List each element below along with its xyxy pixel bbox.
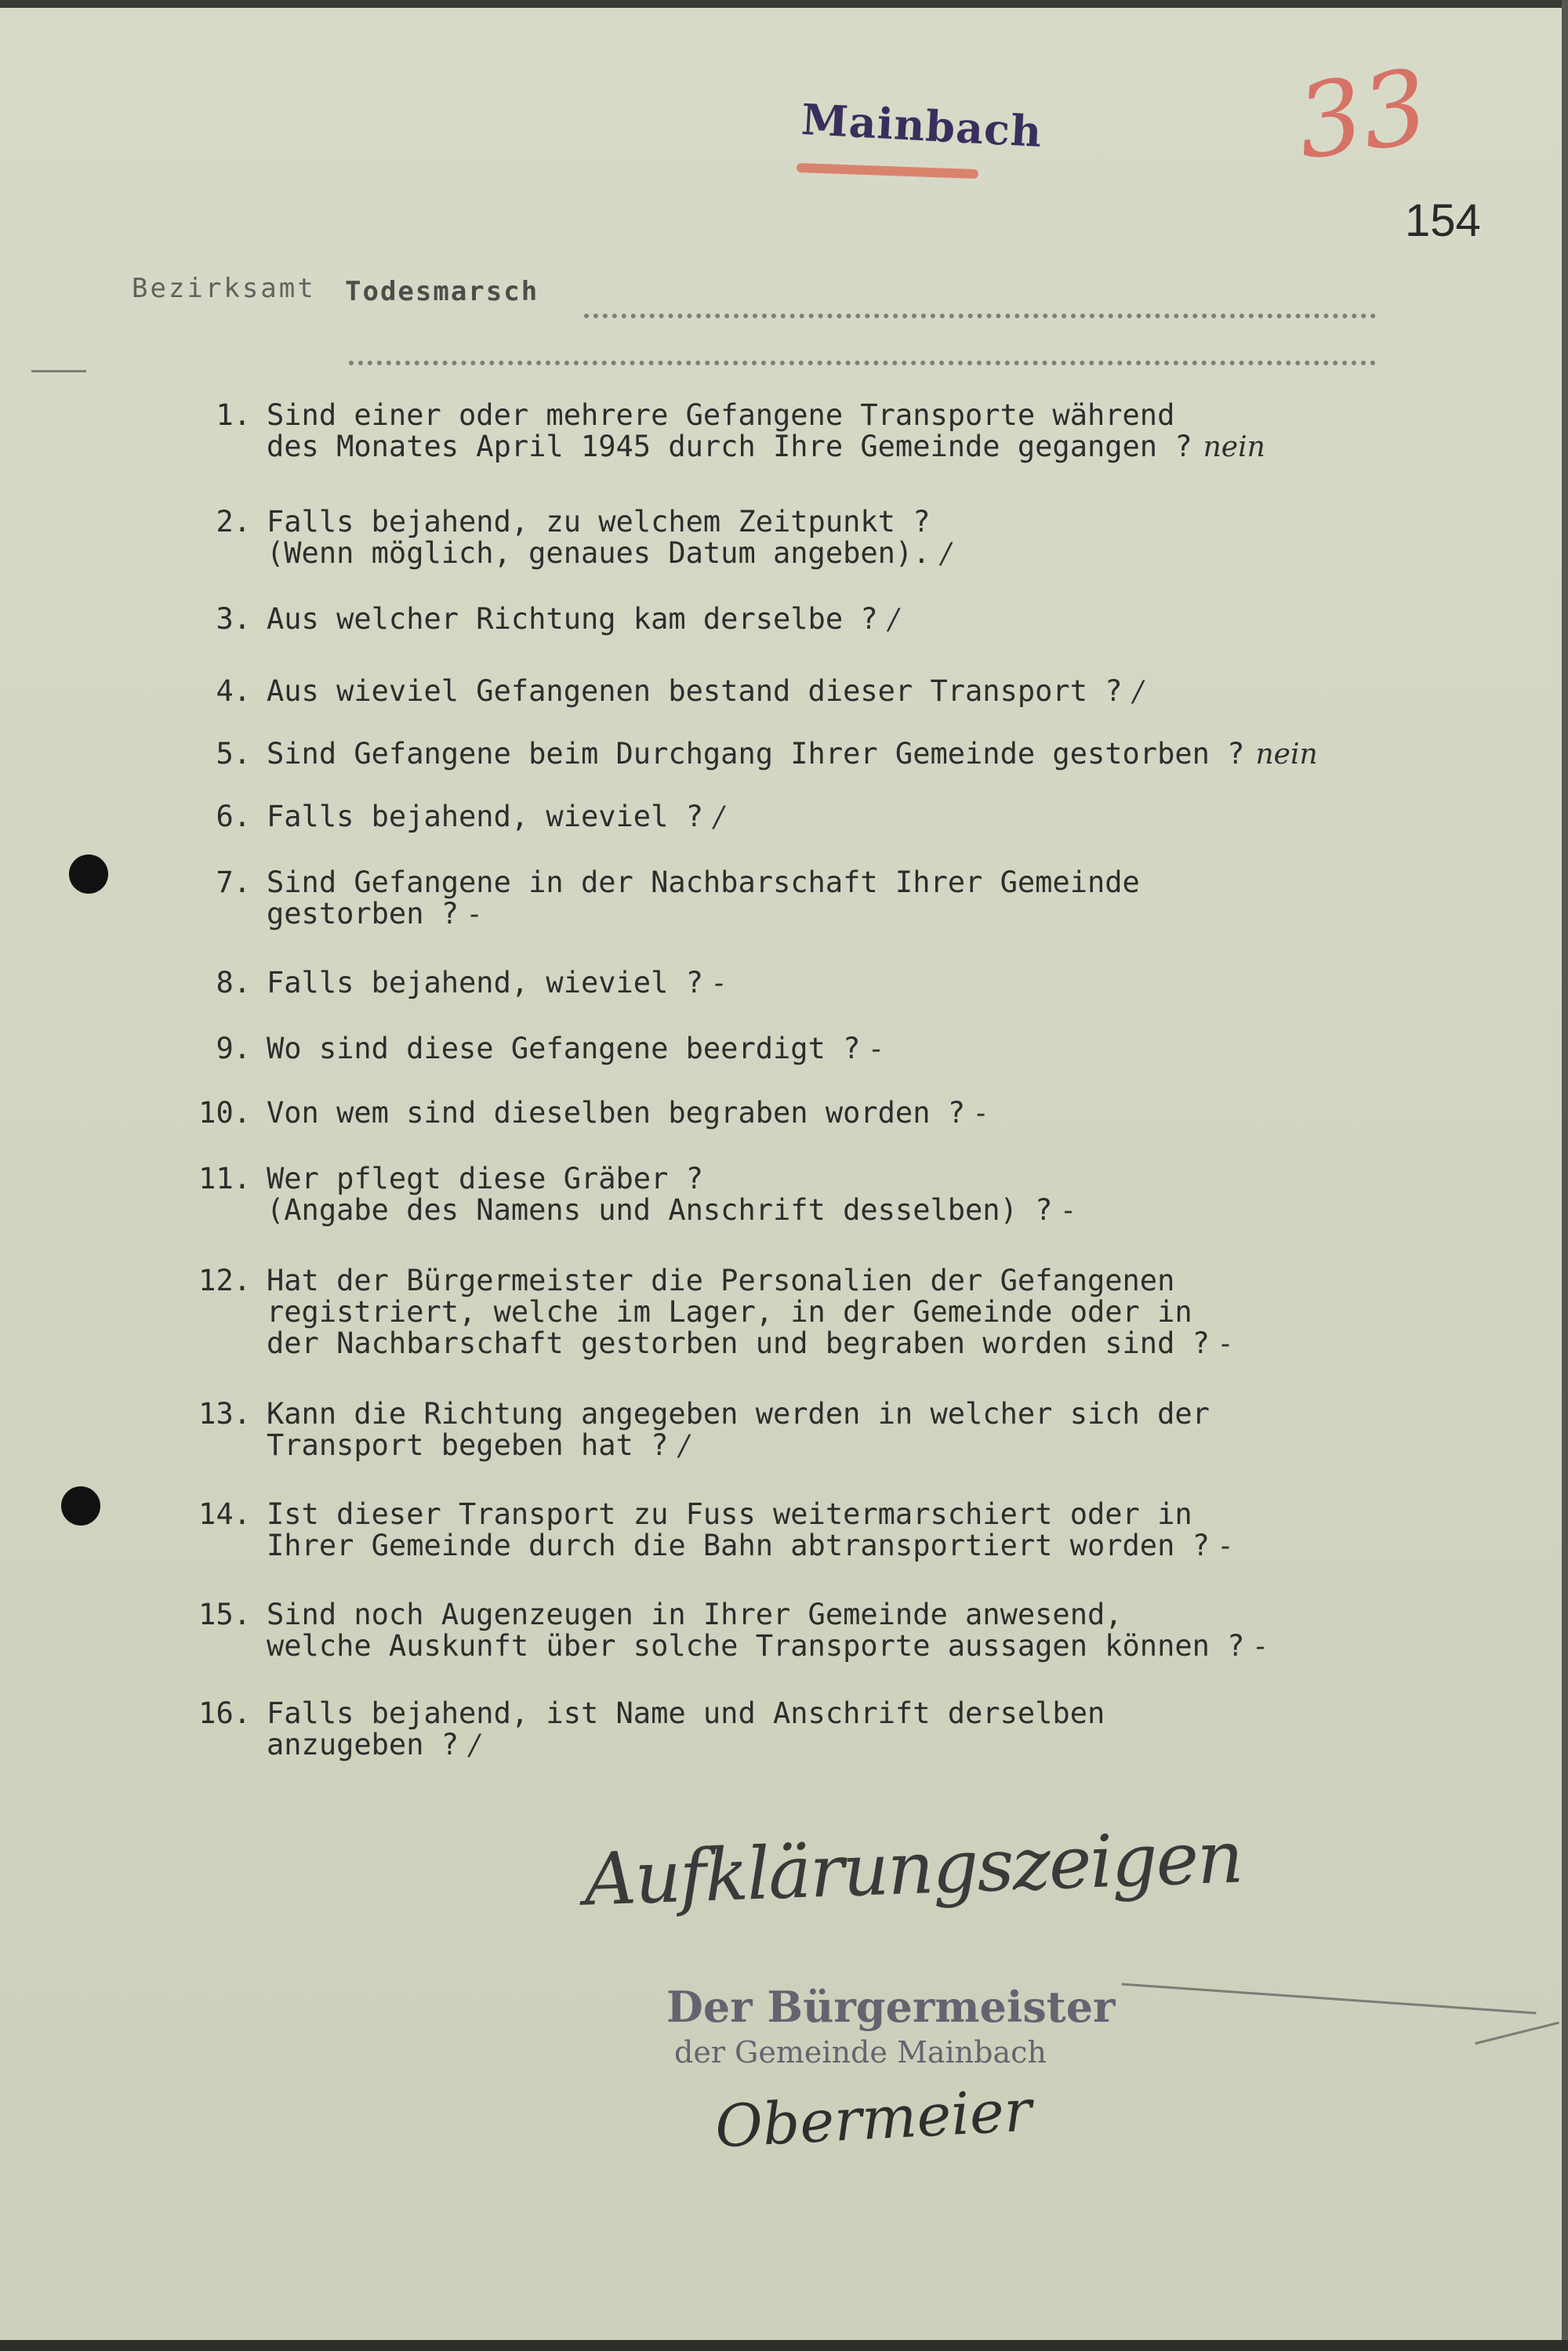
handwritten-answer: /	[679, 1430, 689, 1462]
mayor-stamp-subtitle: der Gemeinde Mainbach	[674, 2035, 1047, 2070]
handwritten-answer: -	[1063, 1195, 1073, 1227]
question-line: welche Auskunft über solche Transporte aussagen können ?	[267, 1629, 1245, 1663]
scan-edge-right	[1562, 0, 1568, 2351]
mayor-stamp-title: Der Bürgermeister	[666, 1982, 1116, 2032]
question-line: Falls bejahend, wieviel ?	[267, 966, 703, 1000]
margin-mark	[1122, 1983, 1537, 2015]
handwritten-answer: -	[976, 1097, 986, 1130]
question-line: des Monates April 1945 durch Ihre Gemeinde gegangen ?	[267, 430, 1192, 463]
handwritten-answer: nein	[1255, 738, 1318, 771]
question-number: 10.	[198, 1096, 251, 1130]
handwritten-answer: -	[871, 1033, 881, 1065]
place-stamp: Mainbach	[800, 93, 1044, 158]
question-line: Sind Gefangene in der Nachbarschaft Ihrer Gemeinde	[267, 865, 1140, 899]
handwritten-answer: -	[1220, 1530, 1231, 1562]
question-number: 8.	[216, 966, 251, 1000]
handwritten-answer: /	[888, 604, 898, 636]
question-number: 1.	[216, 398, 251, 432]
question-number: 5.	[216, 737, 251, 771]
question-number: 2.	[216, 505, 251, 539]
question-16	[188, 1696, 1105, 1823]
handwritten-signature: Aufklärungszeigen	[583, 1815, 1243, 1922]
question-line: Falls bejahend, zu welchem Zeitpunkt ?	[267, 505, 931, 539]
question-number: 15.	[198, 1598, 251, 1631]
question-line: Aus welcher Richtung kam derselbe ?	[267, 602, 878, 636]
question-line: Ist dieser Transport zu Fuss weitermarschiert oder in	[267, 1497, 1192, 1531]
handwritten-answer: -	[1255, 1631, 1265, 1663]
question-line: Hat der Bürgermeister die Personalien der Gefangenen	[267, 1264, 1175, 1297]
question-line: anzugeben ?	[267, 1728, 459, 1761]
question-number: 4.	[216, 674, 251, 708]
question-line: Ihrer Gemeinde durch die Bahn abtransportiert worden ?	[267, 1529, 1210, 1562]
handwritten-answer: /	[470, 1729, 480, 1761]
question-number: 13.	[198, 1397, 251, 1431]
handwritten-answer: -	[470, 898, 480, 931]
red-underline	[797, 163, 978, 179]
question-number: 6.	[216, 800, 251, 833]
folio-number: 154	[1405, 195, 1481, 246]
question-line: Falls bejahend, ist Name und Anschrift derselben	[267, 1696, 1105, 1730]
question-line: Sind Gefangene beim Durchgang Ihrer Gemeinde gestorben ?	[267, 737, 1245, 771]
question-number: 7.	[216, 865, 251, 899]
question-line: Aus wieviel Gefangenen bestand dieser Transport ?	[267, 674, 1123, 708]
handwritten-answer: /	[1133, 676, 1143, 708]
form-head-label: Bezirksamt	[132, 273, 316, 304]
question-line: (Angabe des Namens und Anschrift desselben) ?	[267, 1193, 1053, 1227]
question-line: Sind noch Augenzeugen in Ihrer Gemeinde anwesend,	[267, 1598, 1123, 1631]
question-line: gestorben ?	[267, 897, 459, 931]
punch-hole-top	[69, 854, 108, 894]
handwritten-answer: -	[1220, 1328, 1231, 1360]
question-line: Wer pflegt diese Gräber ?	[267, 1162, 703, 1195]
question-line: Sind einer oder mehrere Gefangene Transporte während	[267, 398, 1175, 432]
scan-edge-bottom	[0, 2340, 1568, 2351]
question-line: der Nachbarschaft gestorben und begraben worden sind ?	[267, 1326, 1210, 1360]
question-number: 12.	[198, 1264, 251, 1297]
question-line: Von wem sind dieselben begraben worden ?	[267, 1096, 966, 1130]
question-number: 3.	[216, 602, 251, 636]
mayor-signature: Obermeier	[713, 2077, 1033, 2161]
question-number: 9.	[216, 1032, 251, 1065]
margin-mark	[31, 370, 86, 372]
question-line: registriert, welche im Lager, in der Gemeinde oder in	[267, 1295, 1192, 1329]
question-line: Wo sind diese Gefangene beerdigt ?	[267, 1032, 861, 1065]
red-folio-number: 33	[1290, 46, 1436, 183]
punch-hole-bottom	[61, 1486, 100, 1526]
margin-mark	[1475, 2022, 1559, 2045]
dotted-line-2	[349, 361, 1376, 365]
question-number: 16.	[198, 1696, 251, 1730]
handwritten-answer: /	[941, 538, 951, 570]
question-line: Transport begeben hat ?	[267, 1428, 669, 1462]
dotted-line-1	[584, 314, 1376, 318]
form-head-value: Todesmarsch	[345, 276, 539, 307]
question-number: 11.	[198, 1162, 251, 1195]
handwritten-answer: nein	[1203, 431, 1265, 463]
question-number: 14.	[198, 1497, 251, 1531]
handwritten-answer: -	[713, 967, 724, 1000]
scan-edge-top	[0, 0, 1568, 8]
question-line: (Wenn möglich, genaues Datum angeben).	[267, 536, 931, 570]
question-12	[188, 1264, 1231, 1391]
question-line: Kann die Richtung angegeben werden in welcher sich der	[267, 1397, 1210, 1431]
question-line: Falls bejahend, wieviel ?	[267, 800, 703, 833]
handwritten-answer: /	[713, 801, 724, 833]
